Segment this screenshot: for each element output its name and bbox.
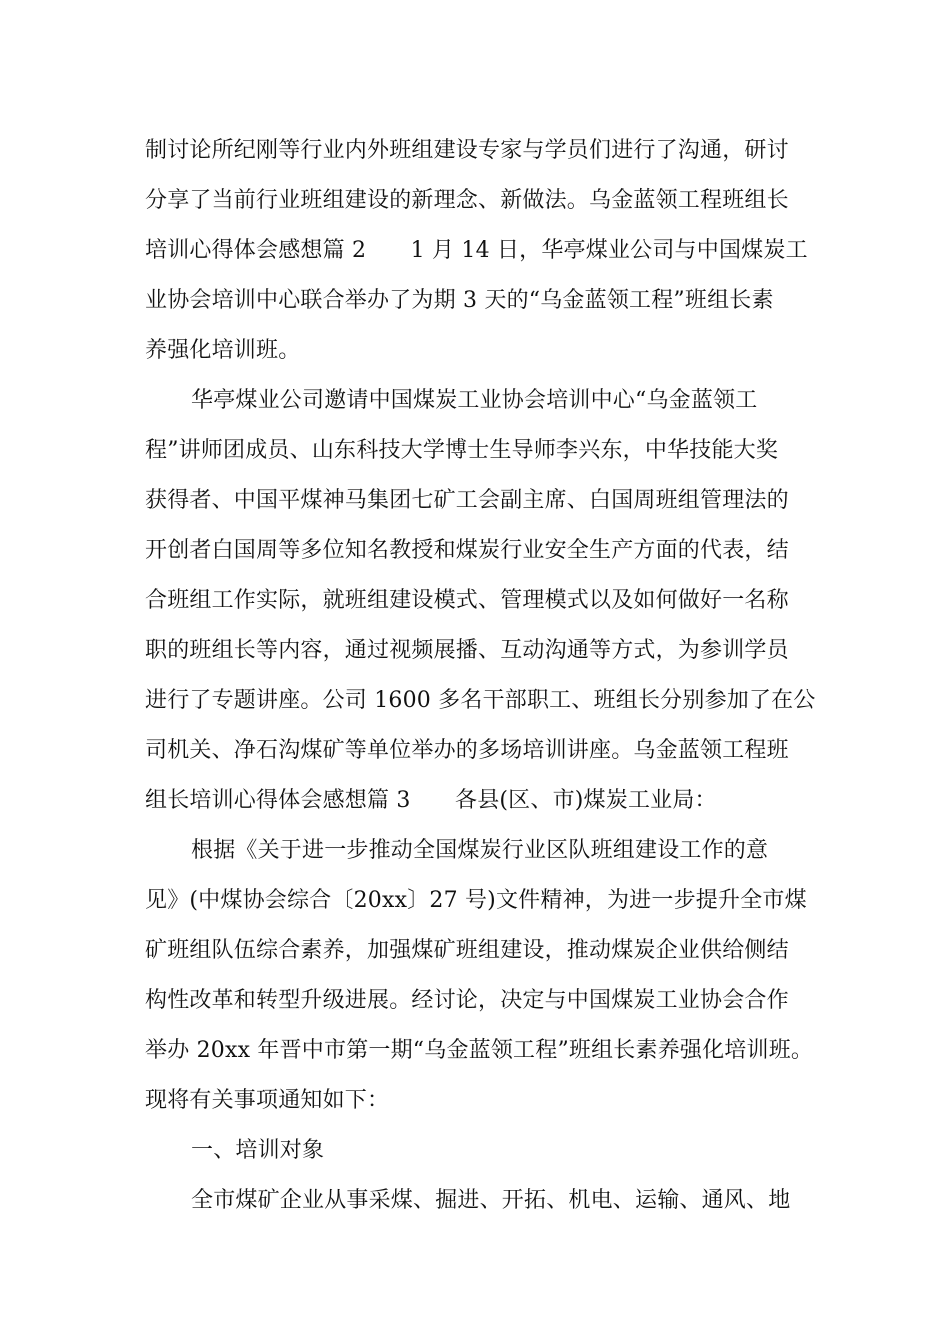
text-line: 构性改革和转型升级进展。经讨论，决定与中国煤炭工业协会合作: [145, 988, 789, 1013]
text-line: 培训心得体会感想篇 2 1 月 14 日，华亭煤业公司与中国煤炭工: [145, 238, 808, 263]
text-line: 根据《关于进一步推动全国煤炭行业区队班组建设工作的意: [191, 838, 769, 863]
text-line: 组长培训心得体会感想篇 3 各县(区、市)煤炭工业局：: [145, 788, 717, 813]
text-line: 全市煤矿企业从事采煤、掘进、开拓、机电、运输、通风、地: [191, 1188, 791, 1213]
text-line: 职的班组长等内容，通过视频展播、互动沟通等方式，为参训学员: [145, 638, 789, 663]
text-line: 司机关、净石沟煤矿等单位举办的多场培训讲座。乌金蓝领工程班: [145, 738, 789, 763]
text-line: 制讨论所纪刚等行业内外班组建设专家与学员们进行了沟通，研讨: [145, 138, 789, 163]
text-line: 获得者、中国平煤神马集团七矿工会副主席、白国周班组管理法的: [145, 488, 789, 513]
text-line: 举办 20xx 年晋中市第一期“乌金蓝领工程”班组长素养强化培训班。: [145, 1038, 814, 1063]
text-line: 开创者白国周等多位知名教授和煤炭行业安全生产方面的代表，结: [145, 538, 789, 563]
text-line: 合班组工作实际，就班组建设模式、管理模式以及如何做好一名称: [145, 588, 789, 613]
section-heading: 一、培训对象: [191, 1138, 325, 1163]
text-line: 见》(中煤协会综合〔20xx〕27 号)文件精神，为进一步提升全市煤: [145, 888, 807, 913]
text-line: 程”讲师团成员、山东科技大学博士生导师李兴东，中华技能大奖: [145, 438, 779, 463]
text-line: 业协会培训中心联合举办了为期 3 天的“乌金蓝领工程”班组长素: [145, 288, 774, 313]
text-line: 现将有关事项通知如下：: [145, 1088, 390, 1113]
text-line: 进行了专题讲座。公司 1600 多名干部职工、班组长分别参加了在公: [145, 688, 816, 713]
text-line: 分享了当前行业班组建设的新理念、新做法。乌金蓝领工程班组长: [145, 188, 789, 213]
text-line: 华亭煤业公司邀请中国煤炭工业协会培训中心“乌金蓝领工: [191, 388, 758, 413]
text-line: 矿班组队伍综合素养，加强煤矿班组建设，推动煤炭企业供给侧结: [145, 938, 789, 963]
text-line: 养强化培训班。: [145, 338, 301, 363]
